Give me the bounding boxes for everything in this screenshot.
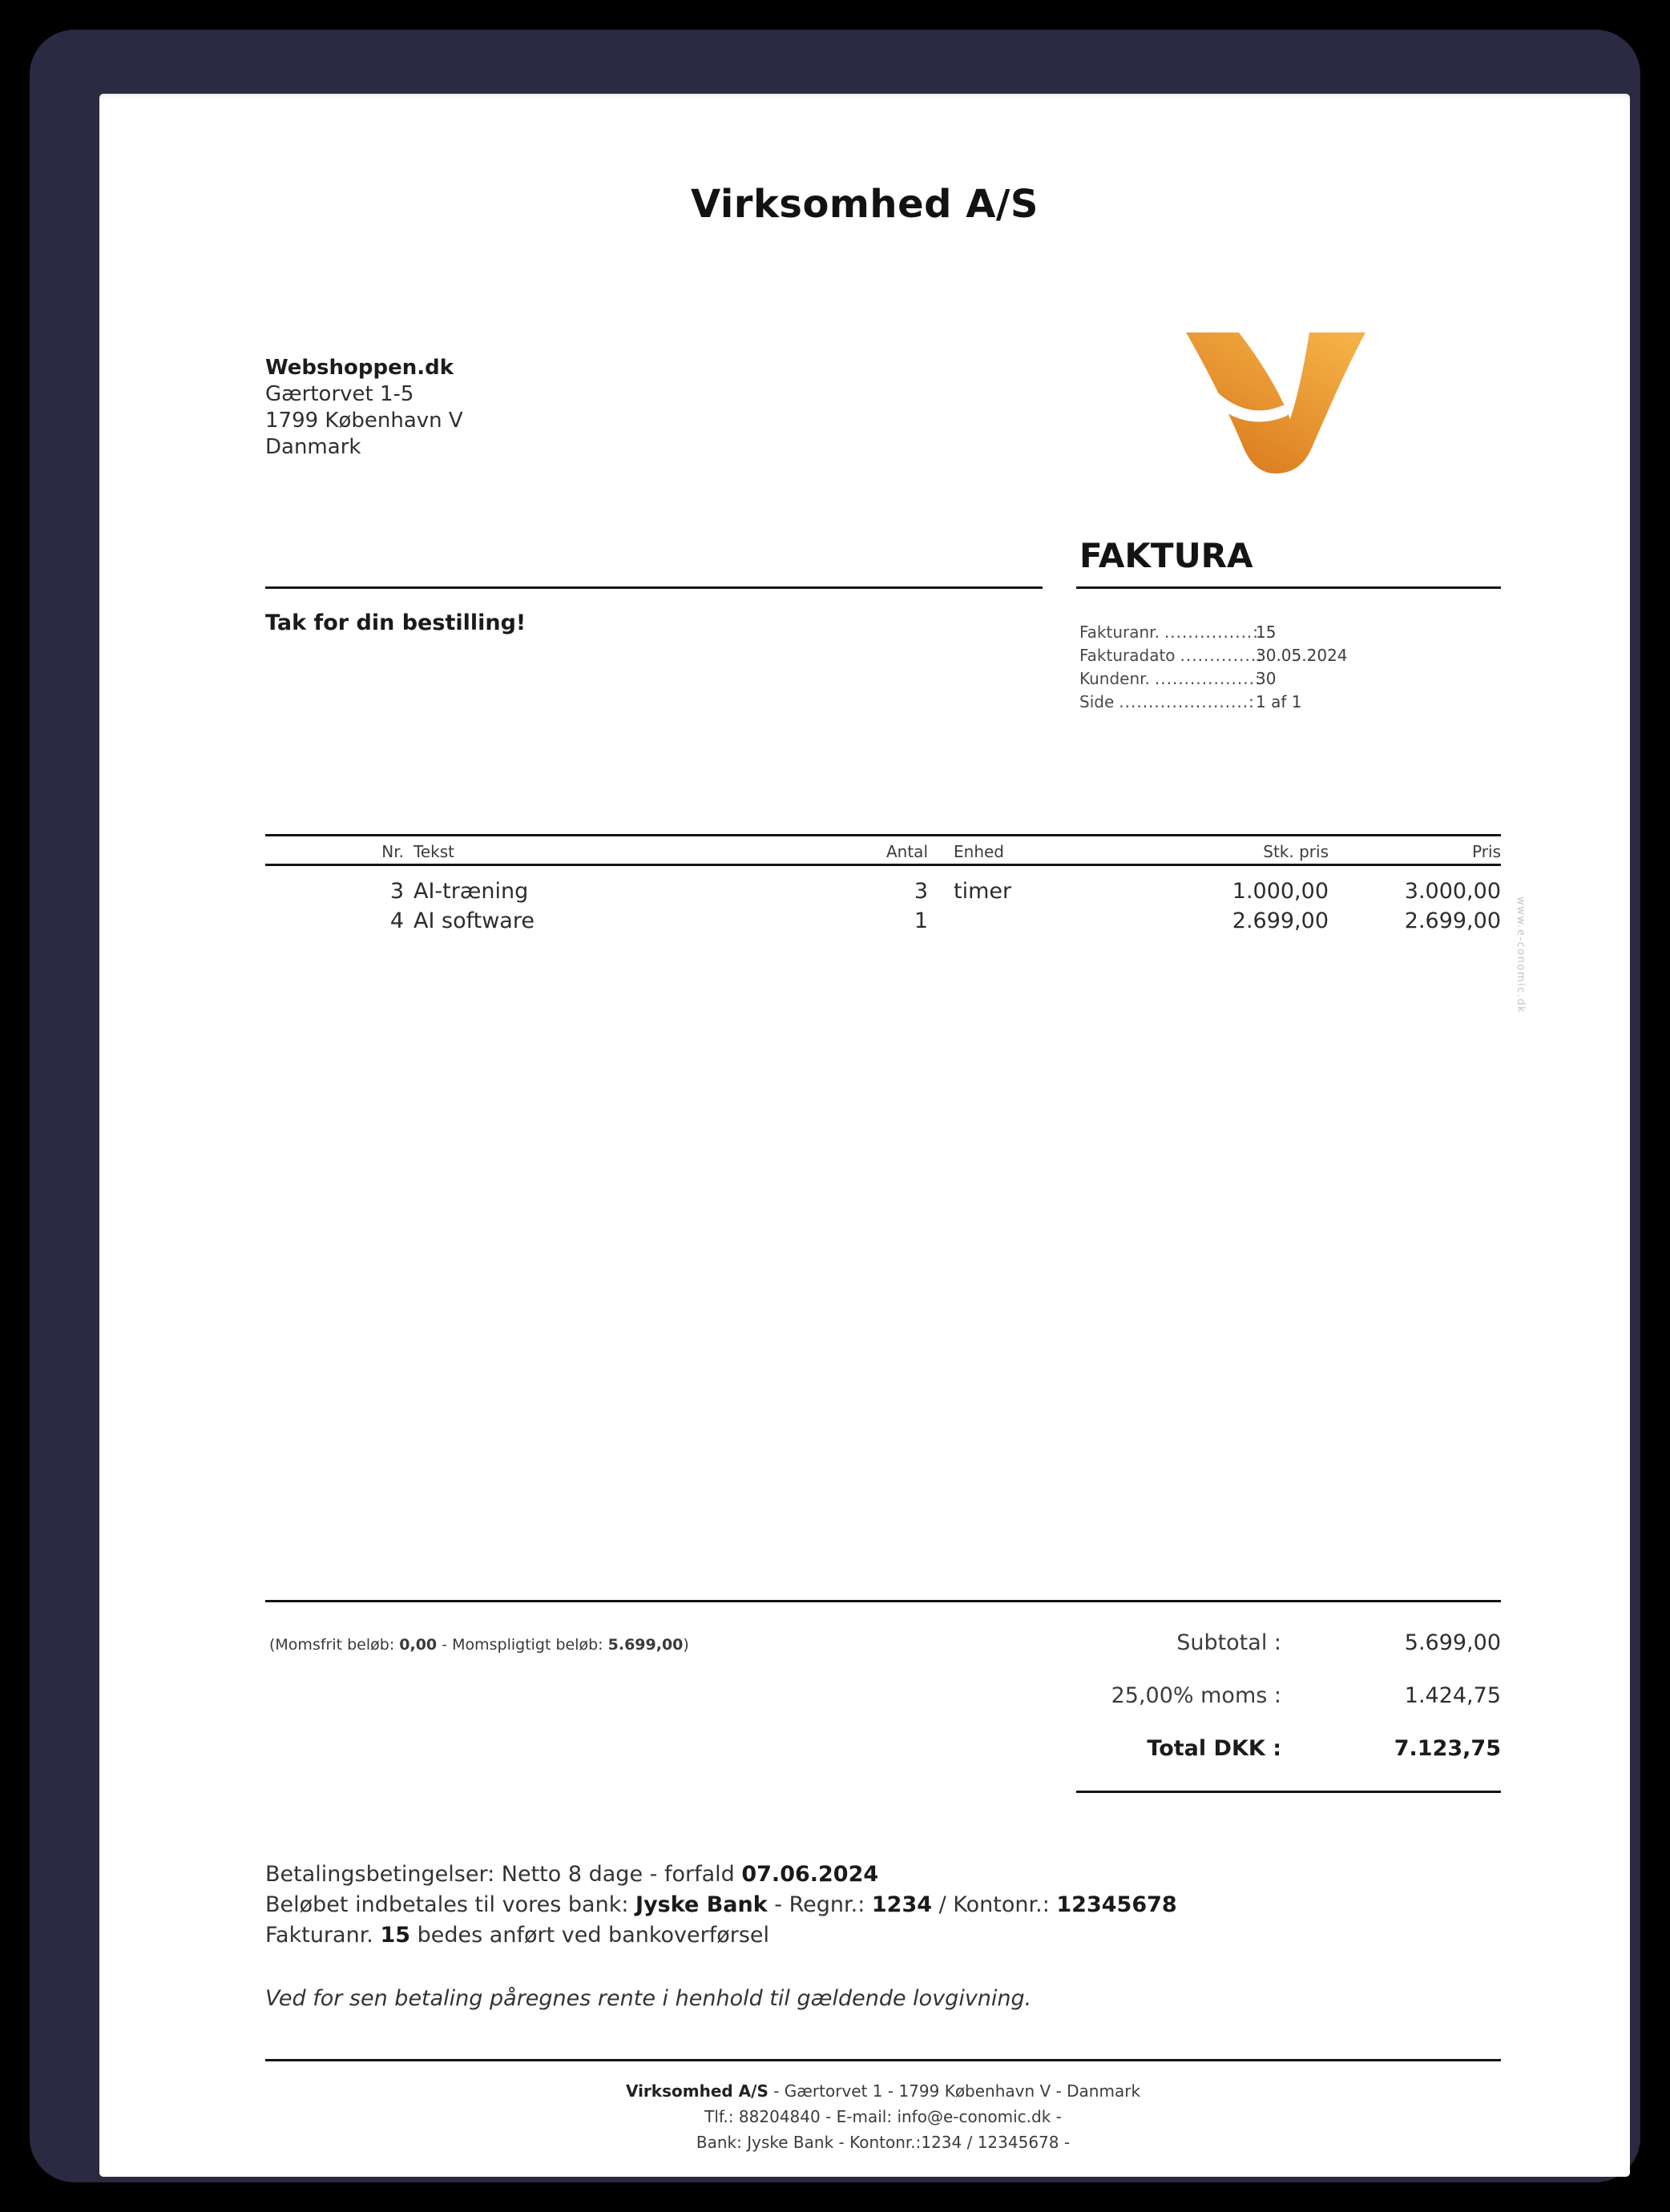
invoice-date-value: 30.05.2024 — [1256, 646, 1348, 665]
page-number-value: 1 af 1 — [1256, 692, 1302, 711]
cell-tekst: AI-træning — [413, 879, 529, 904]
total-label — [901, 1736, 1281, 1761]
regnr-label: - Regnr.: — [767, 1892, 872, 1917]
recipient-address-block — [265, 355, 463, 461]
page-number-row — [1079, 692, 1302, 715]
cell-stk-pris: 1.000,00 — [1232, 879, 1329, 904]
col-header-antal: Antal — [885, 842, 928, 861]
table-top-rule — [265, 834, 1501, 836]
recipient-city: 1799 København V — [265, 409, 463, 433]
vat-note-middle: - Momspligtigt beløb: — [437, 1636, 608, 1654]
cell-stk-pris: 2.699,00 — [1232, 909, 1329, 933]
vat-liable-amount: 5.699,00 — [607, 1636, 684, 1654]
invoice-date-row — [1079, 646, 1348, 669]
col-header-enhed: Enhed — [954, 842, 1004, 861]
recipient-name: Webshoppen.dk — [265, 356, 454, 380]
dot-leader: .................: — [1154, 669, 1261, 688]
footer-block — [265, 2078, 1501, 2155]
total-value: 7.123,75 — [1394, 1736, 1501, 1761]
due-date: 07.06.2024 — [741, 1862, 879, 1887]
footer-company-address: - Gærtorvet 1 - 1799 København V - Danmark — [768, 2081, 1141, 2101]
col-header-tekst: Tekst — [413, 842, 454, 861]
table-bottom-rule — [265, 1600, 1501, 1602]
cell-tekst: AI software — [413, 909, 534, 933]
col-header-nr: Nr. — [381, 842, 404, 861]
vat-note-prefix: (Momsfrit beløb: — [269, 1636, 400, 1654]
invoice-number-row — [1079, 623, 1277, 646]
bank-details-text: Beløbet indbetales til vores bank: — [265, 1892, 636, 1917]
payment-terms-text: Betalingsbetingelser: Netto 8 dage - forfald — [265, 1862, 742, 1887]
company-v-logo-icon — [1168, 321, 1380, 475]
subtotal-value: 5.699,00 — [1404, 1630, 1501, 1655]
col-header-stk-pris: Stk. pris — [1263, 842, 1329, 861]
company-title: Virksomhed A/S — [691, 182, 1039, 227]
total-label-text: Total DKK : — [1147, 1736, 1281, 1761]
invoice-meta-block — [1079, 623, 1348, 715]
account-number: 12345678 — [1056, 1892, 1177, 1917]
cell-nr: 3 — [389, 879, 404, 904]
invoice-heading: FAKTURA — [1079, 536, 1253, 575]
dark-frame — [30, 30, 1640, 2182]
cell-pris: 3.000,00 — [1404, 879, 1501, 904]
cell-enhed: timer — [954, 879, 1012, 904]
reg-number: 1234 — [871, 1892, 933, 1917]
payment-terms-block — [265, 1859, 1177, 1951]
subtotal-label: Subtotal : — [1176, 1630, 1281, 1655]
vat-note — [269, 1636, 689, 1654]
table-row — [265, 879, 1501, 904]
col-header-pris: Pris — [1472, 842, 1501, 861]
customer-number-value: 30 — [1256, 669, 1277, 688]
dot-leader: .............: — [1180, 646, 1263, 665]
table-header-rule — [265, 864, 1501, 866]
customer-number-label: Kundenr. — [1079, 669, 1150, 688]
invoice-date-label: Fakturadato — [1079, 646, 1176, 665]
cell-antal: 1 — [914, 909, 928, 933]
vat-row-value: 1.424,75 — [1404, 1683, 1501, 1708]
invoice-heading-underline — [1076, 586, 1501, 589]
cell-pris: 2.699,00 — [1404, 909, 1501, 933]
left-divider-rule — [265, 586, 1043, 589]
invoice-number-value: 15 — [1256, 623, 1277, 642]
bank-name: Jyske Bank — [635, 1892, 768, 1917]
footer-company-name: Virksomhed A/S — [625, 2081, 768, 2101]
kontonr-label: / Kontonr.: — [932, 1892, 1057, 1917]
econonomic-watermark-text: www.e-conomic.dk — [1515, 896, 1527, 1014]
cell-nr: 4 — [389, 909, 404, 933]
vat-row-label: 25,00% moms : — [1111, 1683, 1281, 1708]
footer-company-line — [265, 2078, 1501, 2104]
recipient-street: Gærtorvet 1-5 — [265, 382, 414, 406]
reference-text: Fakturanr. — [265, 1923, 381, 1948]
vat-note-suffix: ) — [683, 1636, 689, 1654]
footer-bank-line: Bank: Jyske Bank - Kontonr.:1234 / 12345678 - — [696, 2133, 1071, 2152]
total-underline-rule — [1076, 1791, 1501, 1793]
invoice-page — [99, 94, 1630, 2177]
footer-contact-line: Tlf.: 88204840 - E-mail: info@e-conomic.dk - — [704, 2107, 1062, 2126]
greeting-text: Tak for din bestilling! — [265, 610, 526, 635]
dot-leader: ......................: — [1119, 692, 1255, 711]
cell-enhed — [928, 909, 1101, 933]
late-payment-notice: Ved for sen betaling påregnes rente i henhold til gældende lovgivning. — [265, 1986, 1032, 2011]
bank-details-line — [265, 1890, 1177, 1920]
table-row — [265, 909, 1501, 933]
page-number-label: Side — [1079, 692, 1115, 711]
footer-rule — [265, 2059, 1501, 2061]
dot-leader: ...............: — [1164, 623, 1260, 642]
recipient-country: Danmark — [265, 435, 361, 459]
reference-line — [265, 1920, 1177, 1951]
cell-antal: 3 — [914, 879, 928, 904]
payment-terms-line — [265, 1859, 1177, 1890]
table-header-row — [265, 842, 1501, 861]
invoice-number-label: Fakturanr. — [1079, 623, 1160, 642]
customer-number-row — [1079, 669, 1277, 692]
vat-free-amount: 0,00 — [399, 1636, 438, 1654]
reference-suffix: bedes anført ved bankoverførsel — [410, 1923, 770, 1948]
reference-invoice-number: 15 — [380, 1923, 411, 1948]
